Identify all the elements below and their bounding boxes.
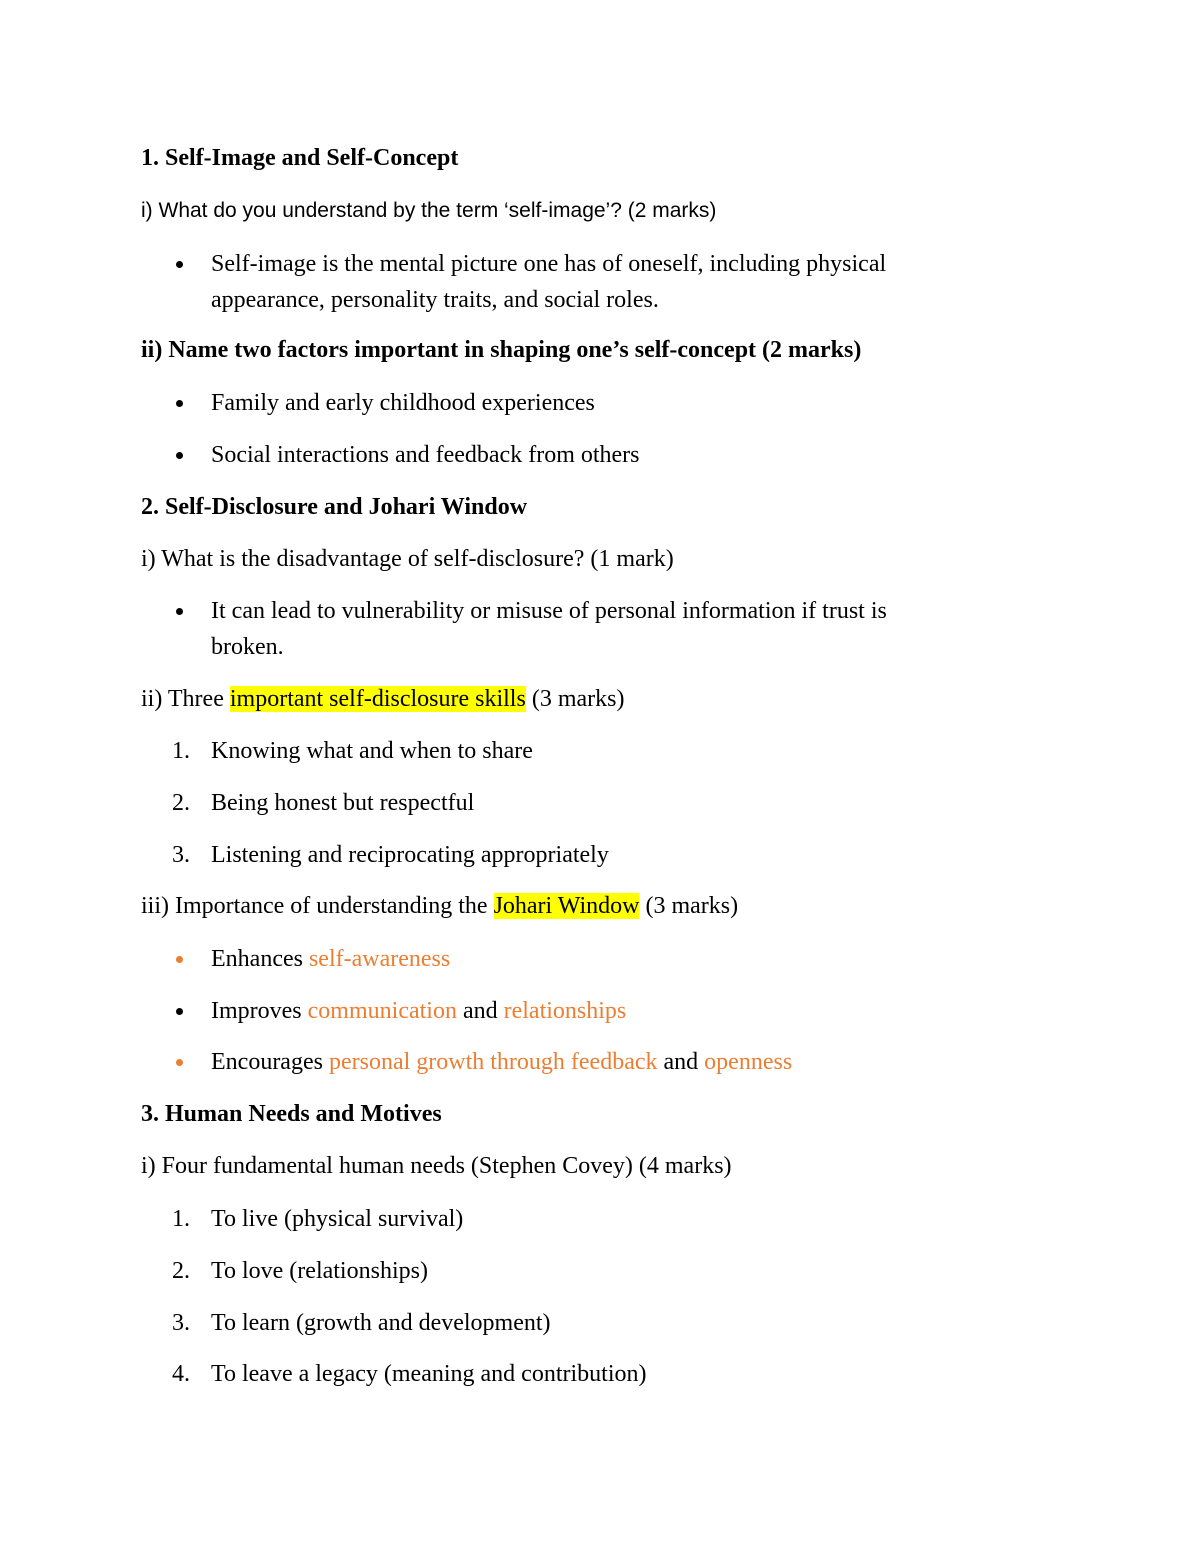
importance-2: Improves communication and relationships — [211, 998, 627, 1024]
section-2-heading: 2. Self-Disclosure and Johari Window — [141, 494, 528, 520]
skill-1: Knowing what and when to share — [211, 738, 533, 764]
skill-2: Being honest but respectful — [211, 790, 475, 816]
list-number: 2. — [172, 1258, 190, 1284]
list-number: 3. — [172, 1310, 190, 1336]
s1-question-1: i) What do you understand by the term ‘self-image’? (2 marks) — [141, 199, 717, 222]
skill-3: Listening and reciprocating appropriately — [211, 842, 609, 868]
s2-question-2: ii) Three important self-disclosure skills (3 marks) — [141, 686, 625, 712]
list-number: 3. — [172, 842, 190, 868]
highlighted-text: important self-disclosure skills — [229, 686, 526, 712]
s2-answer-1-line-2: broken. — [211, 634, 284, 660]
bullet-icon — [172, 993, 202, 1029]
highlighted-text: Johari Window — [493, 893, 640, 919]
section-1-heading: 1. Self-Image and Self-Concept — [141, 145, 459, 171]
list-number: 1. — [172, 738, 190, 764]
need-4: To leave a legacy (meaning and contribution) — [211, 1361, 647, 1387]
list-number: 1. — [172, 1206, 190, 1232]
s1-question-2: ii) Name two factors important in shaping one’s self-concept (2 marks) — [141, 337, 862, 363]
bullet-icon — [172, 385, 202, 421]
bullet-icon — [172, 437, 202, 473]
bullet-icon — [172, 941, 202, 977]
importance-3: Encourages personal growth through feedback and openness — [211, 1049, 793, 1075]
section-3-heading: 3. Human Needs and Motives — [141, 1101, 442, 1127]
s2-answer-1-line-1: It can lead to vulnerability or misuse of personal information if trust is — [211, 598, 887, 624]
bullet-icon — [172, 246, 202, 282]
s3-question-1: i) Four fundamental human needs (Stephen Covey) (4 marks) — [141, 1153, 732, 1179]
need-2: To love (relationships) — [211, 1258, 428, 1284]
need-3: To learn (growth and development) — [211, 1310, 551, 1336]
list-number: 4. — [172, 1361, 190, 1387]
s2-question-1: i) What is the disadvantage of self-disclosure? (1 mark) — [141, 546, 674, 572]
bullet-icon — [172, 593, 202, 629]
need-1: To live (physical survival) — [211, 1206, 464, 1232]
bullet-icon — [172, 1044, 202, 1080]
s1-answer-1-line-1: Self-image is the mental picture one has of oneself, including physical — [211, 251, 887, 277]
s1-factor-1: Family and early childhood experiences — [211, 390, 595, 416]
s2-question-3: iii) Importance of understanding the Johari Window (3 marks) — [141, 893, 739, 919]
s1-answer-1-line-2: appearance, personality traits, and social roles. — [211, 287, 659, 313]
list-number: 2. — [172, 790, 190, 816]
importance-1: Enhances self-awareness — [211, 946, 451, 972]
s1-factor-2: Social interactions and feedback from others — [211, 442, 640, 468]
